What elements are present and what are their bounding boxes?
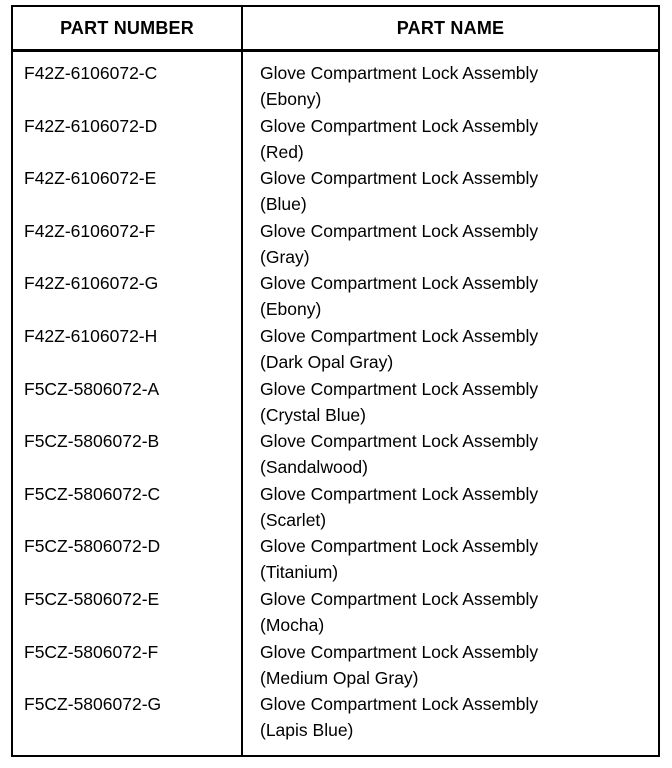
table-body [13, 60, 658, 744]
part-color-line: (Dark Opal Gray) [260, 351, 394, 372]
part-color-line: (Titanium) [260, 562, 339, 583]
part-name-line: Glove Compartment Lock Assembly [260, 641, 539, 662]
table-row [13, 691, 658, 744]
part-name-cell [243, 376, 658, 429]
part-name-cell [243, 113, 658, 166]
parts-table [11, 5, 660, 757]
part-name-line: Glove Compartment Lock Assembly [260, 588, 539, 609]
part-number-cell: F42Z-6106072-D [24, 115, 158, 136]
table-row [13, 376, 658, 429]
part-name-cell [243, 165, 658, 218]
part-name-line: Glove Compartment Lock Assembly [260, 273, 539, 294]
part-name-cell [243, 428, 658, 481]
part-number-cell: F5CZ-5806072-A [24, 378, 160, 399]
part-name-line: Glove Compartment Lock Assembly [260, 536, 539, 557]
part-number-cell: F42Z-6106072-C [24, 63, 158, 83]
table-row [13, 218, 658, 271]
table-row [13, 323, 658, 376]
part-number-cell: F42Z-6106072-F [24, 220, 156, 241]
part-name-line: Glove Compartment Lock Assembly [260, 63, 539, 83]
part-color-line: (Crystal Blue) [260, 404, 366, 425]
part-color-line: (Ebony) [260, 89, 322, 109]
table-row [13, 113, 658, 166]
part-name-cell [243, 60, 658, 113]
part-name-line: Glove Compartment Lock Assembly [260, 483, 539, 504]
header-part-name: PART NAME [396, 17, 505, 38]
part-name-line: Glove Compartment Lock Assembly [260, 431, 539, 452]
table-row [13, 165, 658, 218]
part-name-cell [243, 691, 658, 744]
table-row [13, 428, 658, 481]
table-row [13, 586, 658, 639]
table-row [13, 60, 658, 113]
part-number-cell: F42Z-6106072-H [24, 325, 158, 346]
table-header [13, 7, 658, 52]
part-number-cell: F5CZ-5806072-E [24, 588, 160, 609]
part-name-cell [243, 323, 658, 376]
part-color-line: (Lapis Blue) [260, 720, 354, 741]
part-number-cell: F42Z-6106072-G [24, 273, 159, 294]
table-row [13, 639, 658, 692]
part-number-cell: F5CZ-5806072-B [24, 431, 160, 452]
part-name-line: Glove Compartment Lock Assembly [260, 220, 539, 241]
part-name-cell [243, 218, 658, 271]
part-color-line: (Gray) [260, 246, 310, 267]
part-color-line: (Red) [260, 141, 304, 162]
part-color-line: (Medium Opal Gray) [260, 667, 419, 688]
table-row [13, 270, 658, 323]
header-part-number: PART NUMBER [13, 7, 243, 49]
part-color-line: (Blue) [260, 194, 307, 215]
part-color-line: (Sandalwood) [260, 457, 368, 478]
part-color-line: (Mocha) [260, 614, 325, 635]
part-name-line: Glove Compartment Lock Assembly [260, 115, 539, 136]
table-row [13, 481, 658, 534]
part-name-line: Glove Compartment Lock Assembly [260, 168, 539, 189]
part-name-line: Glove Compartment Lock Assembly [260, 378, 539, 399]
part-number-cell: F5CZ-5806072-D [24, 536, 161, 557]
part-name-cell [243, 533, 658, 586]
part-number-cell: F42Z-6106072-E [24, 168, 157, 189]
part-color-line: (Ebony) [260, 299, 322, 320]
part-color-line: (Scarlet) [260, 509, 327, 530]
part-name-line: Glove Compartment Lock Assembly [260, 694, 539, 715]
part-name-line: Glove Compartment Lock Assembly [260, 325, 539, 346]
table-row [13, 533, 658, 586]
part-number-cell: F5CZ-5806072-F [24, 641, 159, 662]
part-number-cell: F5CZ-5806072-C [24, 483, 161, 504]
part-name-cell [243, 270, 658, 323]
part-number-cell: F5CZ-5806072-G [24, 694, 162, 715]
part-name-cell [243, 586, 658, 639]
part-name-cell [243, 481, 658, 534]
part-name-cell [243, 639, 658, 692]
